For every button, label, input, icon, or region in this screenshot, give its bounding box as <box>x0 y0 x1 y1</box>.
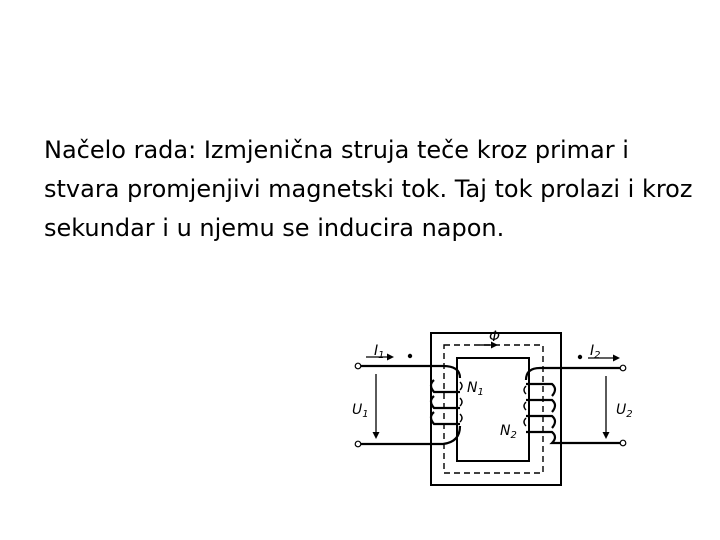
voltage-arrowhead-secondary <box>603 432 610 439</box>
polarity-dot-primary <box>408 354 412 358</box>
voltage-label-secondary: $U_2$ <box>616 402 633 420</box>
terminal-secondary-top <box>620 365 626 371</box>
current-arrowhead-secondary <box>613 355 620 362</box>
current-label-secondary: $I_2$ <box>590 343 601 361</box>
flux-label: Φ <box>489 329 501 345</box>
terminal-primary-bottom <box>355 441 361 447</box>
polarity-dot-secondary <box>578 355 582 359</box>
transformer-diagram <box>340 326 650 516</box>
current-label-primary: $I_1$ <box>374 343 385 361</box>
turns-label-primary: $N_1$ <box>467 380 484 398</box>
turns-label-secondary: $N_2$ <box>500 423 517 441</box>
body-text: Načelo rada: Izmjenična struja teče kroz primar i stvara promjenjivi magnetski tok. Taj tok prolazi i kroz sekundar i u njemu se inducira napon. <box>44 136 693 242</box>
terminal-secondary-bottom <box>620 440 626 446</box>
current-arrowhead-primary <box>387 354 394 361</box>
voltage-label-primary: $U_1$ <box>352 402 369 420</box>
terminal-primary-top <box>355 363 361 369</box>
voltage-arrowhead-primary <box>373 432 380 439</box>
